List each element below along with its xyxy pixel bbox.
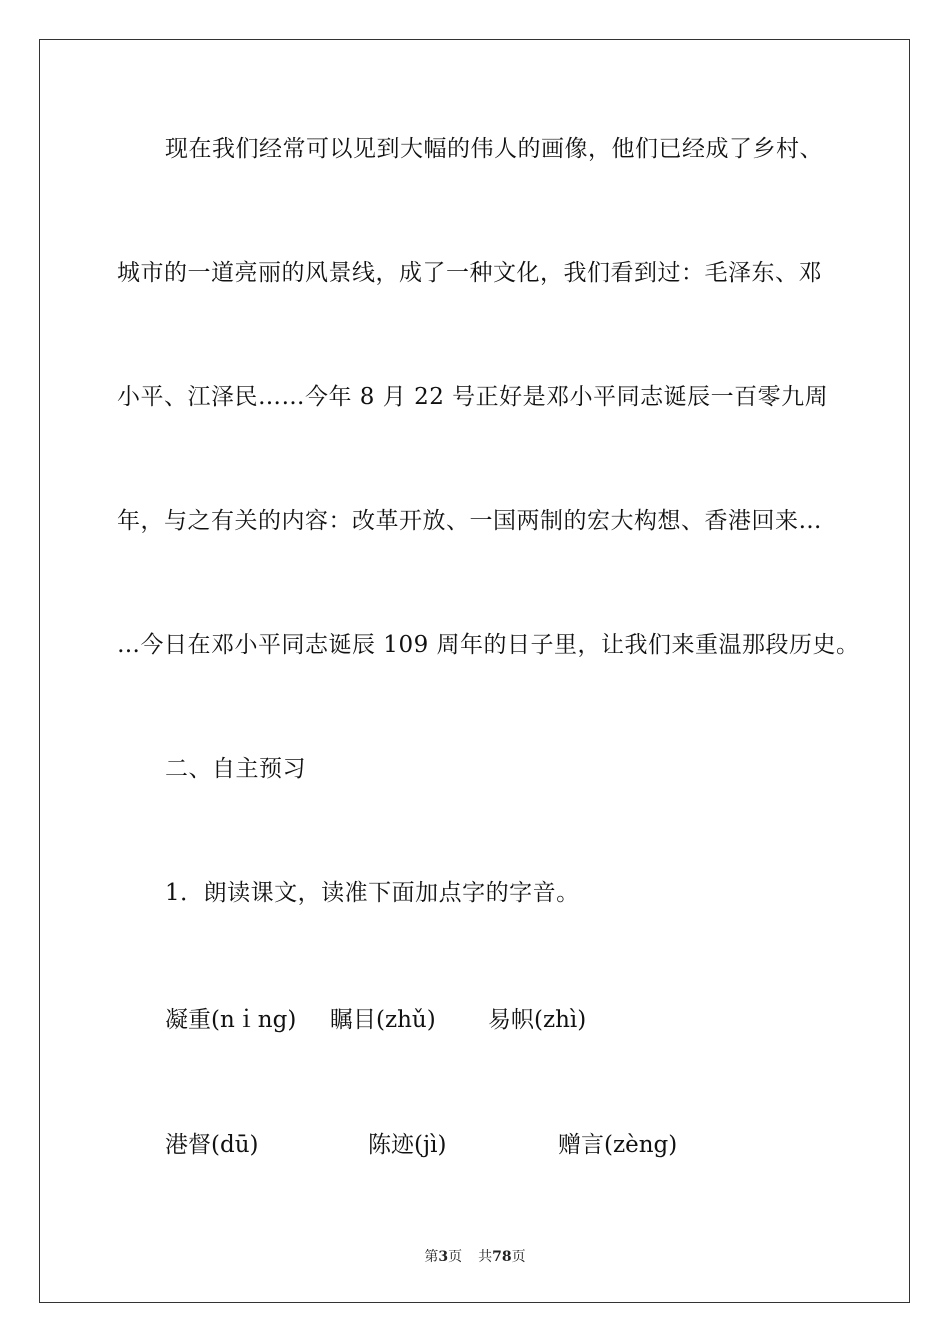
paragraph-line-1: 现在我们经常可以见到大幅的伟人的画像，他们已经成了乡村、 — [165, 136, 823, 162]
vocab-item: 凝重(nｉng) — [165, 1007, 297, 1033]
current-page-number: 3 — [438, 1249, 449, 1265]
section-heading: 二、自主预习 — [165, 756, 306, 782]
paragraph-line-5: …今日在邓小平同志诞辰 109 周年的日子里，让我们来重温那段历史。 — [117, 632, 860, 658]
footer-total-prefix: 共 — [478, 1249, 493, 1265]
vocab-item: 易帜(zhì) — [488, 1007, 587, 1033]
footer-page-suffix: 页 — [448, 1249, 463, 1265]
vocab-item: 陈迹(jì) — [368, 1132, 447, 1158]
footer-total-suffix: 页 — [511, 1249, 526, 1265]
task-instruction: 1．朗读课文，读准下面加点字的字音。 — [165, 880, 580, 906]
paragraph-line-3: 小平、江泽民……今年 8 月 22 号正好是邓小平同志诞辰一百零九周 — [117, 384, 829, 410]
footer-prefix: 第 — [424, 1249, 439, 1265]
vocab-item: 港督(dū) — [165, 1132, 259, 1158]
page-border — [39, 39, 910, 1303]
vocab-item: 瞩目(zhǔ) — [330, 1007, 436, 1033]
total-pages-number: 78 — [492, 1249, 512, 1265]
page-footer — [0, 1248, 950, 1266]
vocab-item: 赠言(zèng) — [558, 1132, 678, 1158]
paragraph-line-4: 年，与之有关的内容：改革开放、一国两制的宏大构想、香港回来… — [117, 508, 822, 534]
paragraph-line-2: 城市的一道亮丽的风景线，成了一种文化，我们看到过：毛泽东、邓 — [117, 260, 822, 286]
